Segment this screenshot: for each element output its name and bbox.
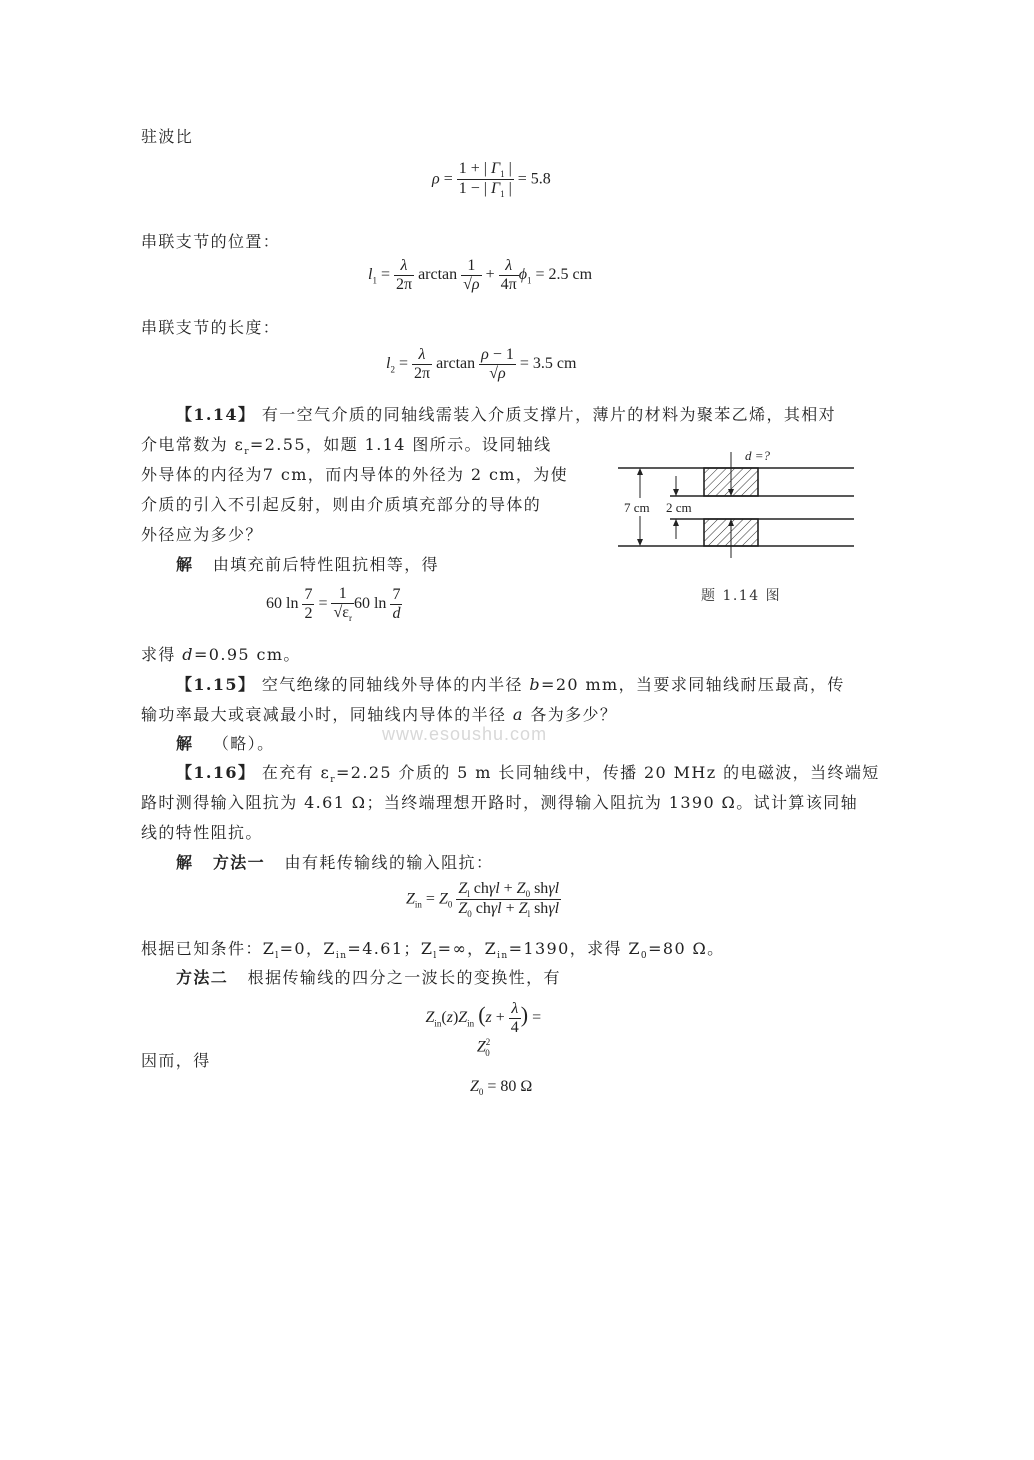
problem-1-14-line4: 介质的引入不引起反射，则由介质填充部分的导体的 [141,495,542,514]
method-1: 解 方法一 由有耗传输线的输入阻抗： [176,853,494,872]
therefore-label: 因而，得 [141,1051,211,1070]
known-conditions: 根据已知条件：$Z_l=0$，$Z_{in}=4.61$；$Z_l=\infty$，$Z_{in}=1390$，求得 $Z_0=80$ Ω。 [141,939,725,962]
problem-1-14-line2: 介电常数为 $\varepsilon_r=2.55$，如题 1.14 图所示。设同轴线 [141,435,552,458]
problem-1-15-line1: 【1.15】 空气绝缘的同轴线外导体的内半径 b=20 mm，当要求同轴线耐压最高，传 [176,675,845,694]
outer-diameter-label: 7 cm [624,500,650,515]
vswr-label: 驻波比 [141,127,194,146]
series-length-label: 串联支节的长度： [141,318,281,337]
eq-zin: $Z_{in} = Z_0$ $\frac{Z_l ch\gamma l + Z_0 sh\gamma l}{Z_0 ch\gamma l + Z_l sh\gamma l}$ [406,880,560,920]
eq-z0-result: $Z_0 = 80$ Ω [470,1078,533,1098]
problem-1-14-line5: 外径应为多少？ [141,525,263,544]
problem-1-15-line2: 输功率最大或衰减最小时，同轴线内导体的半径 a 各为多少？ [141,705,618,724]
eq-quarter-wave: $Z_{in}(z)Z_{in}$ (z + $\frac{\lambda}{4}$ ) = $Z^2_0$ [425,1000,542,1058]
eq-l2: $l_2$ = $\frac{\lambda}{2\pi}$ arctan $\frac{\rho - 1}{√\rho}$ = 3.5 cm [386,346,577,382]
problem-1-16-line3: 线的特性阻抗。 [141,823,263,842]
method-2: 方法二 根据传输线的四分之一波长的变换性，有 [176,968,561,987]
eq-ln: 60 ln $\frac{7}{2}$ = $\frac{1}{√\varepsilon_r}$ 60 ln $\frac{7}{d}$ [266,585,401,624]
problem-1-16-line1: 【1.16】 在充有 $\varepsilon_r=2.25$ 介质的 5 m 长同轴线中，传播 20 MHz 的电磁波，当终端短 [176,763,880,786]
d-label: d =? [745,448,771,463]
watermark: www.esoushu.com [382,724,548,744]
figure-caption: 题 1.14 图 [701,588,782,604]
problem-1-14-line3: 外导体的内径为7 cm，而内导体的外径为 2 cm，为使 [141,465,569,484]
eq-rho: ρ = $\frac{1 + | \Gamma_1 |}{1 - | \Gamma_1 |}$ = 5.8 [432,160,551,200]
eq-l1: $l_1$ = $\frac{\lambda}{2\pi}$ arctan $\frac{1}{√\rho}$ + $\frac{\lambda}{4\pi}$ $\phi_1 = 2.5$ cm [368,257,593,293]
solution-1-14: 解 由填充前后特性阻抗相等，得 [176,555,440,574]
series-position-label: 串联支节的位置： [141,232,281,251]
problem-1-14-line1: 【1.14】 有一空气介质的同轴线需装入介质支撑片，薄片的材料为聚苯乙烯，其相对 [176,405,837,424]
figure-1-14 [610,440,860,560]
result-1-14: 求得 d=0.95 cm。 [141,645,301,664]
solution-1-15: 解 （略）。 [176,734,275,753]
problem-1-16-line2: 路时测得输入阻抗为 4.61 Ω；当终端理想开路时，测得输入阻抗为 1390 Ω。试计算该同轴 [141,793,859,812]
inner-diameter-label: 2 cm [666,500,692,515]
